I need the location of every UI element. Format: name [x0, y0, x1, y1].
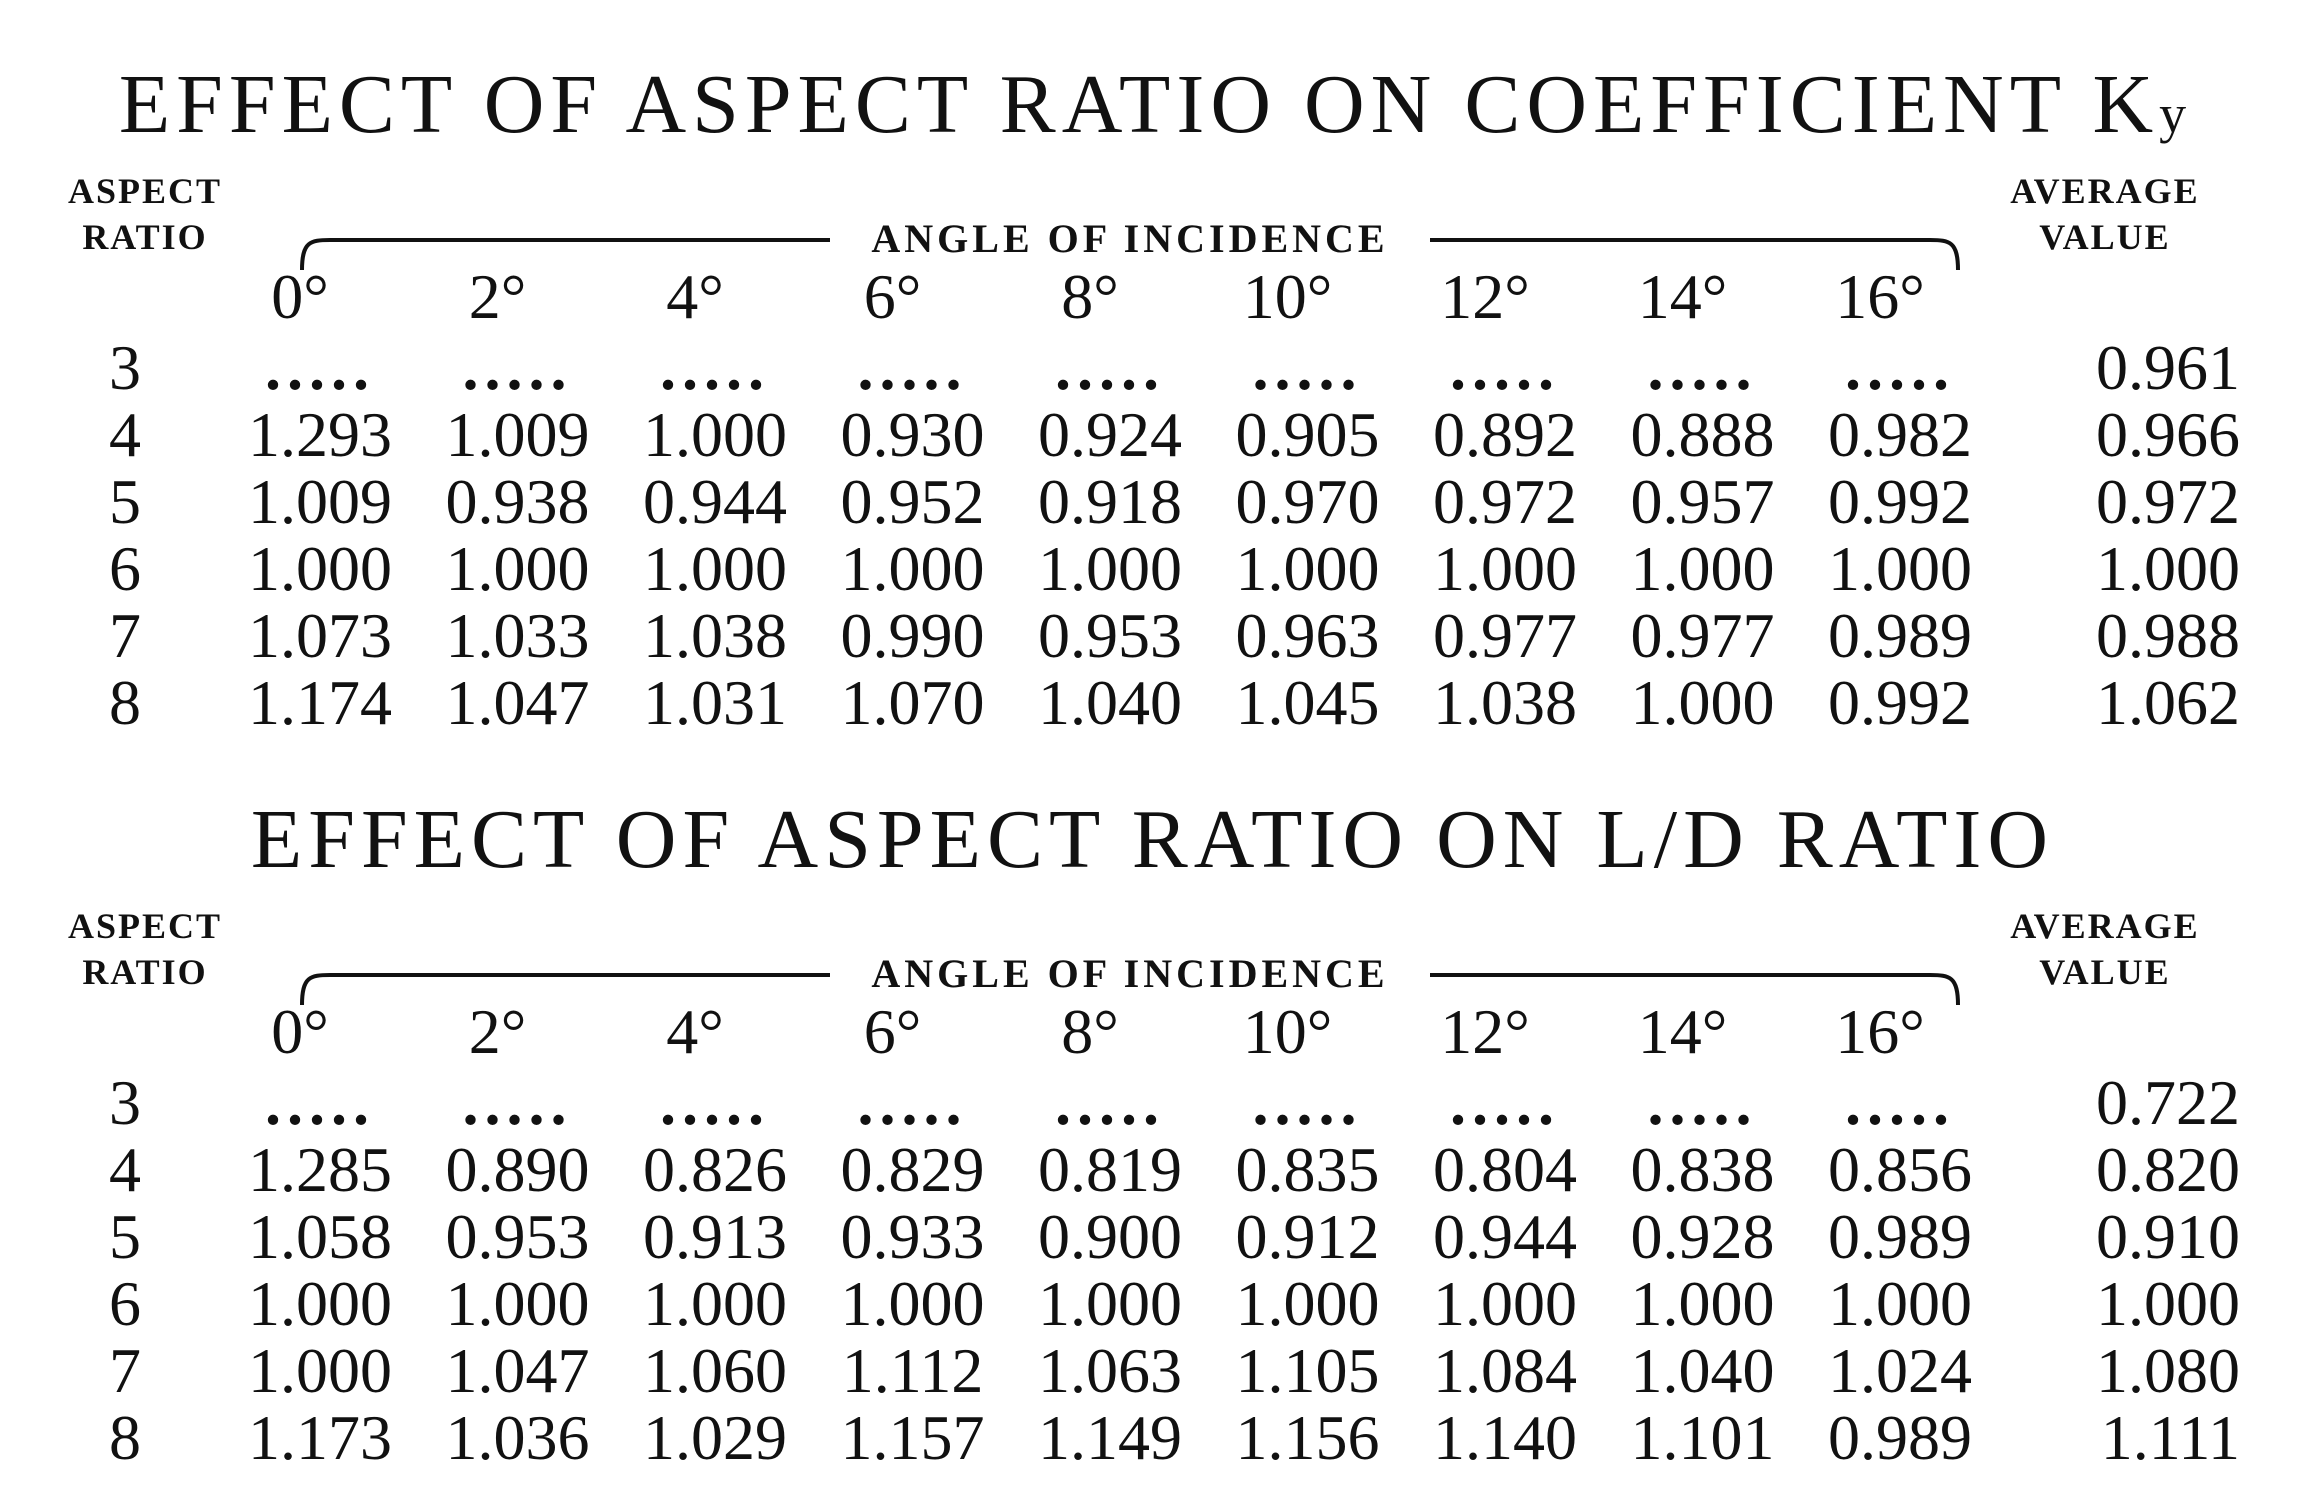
value-cell: 1.101 — [1630, 1402, 1775, 1473]
value-cell: ..... — [857, 1067, 968, 1138]
aspect-ratio-cell: 4 — [109, 1134, 141, 1205]
value-cell: 0.992 — [1828, 466, 1972, 537]
value-cell: 0.924 — [1038, 399, 1182, 470]
value-cell: 0.938 — [445, 466, 590, 537]
angle-header-cell: 0° — [271, 996, 329, 1067]
value-cell: ..... — [1450, 1067, 1560, 1138]
value-cell: 1.033 — [445, 600, 590, 671]
value-cell: 1.000 — [1828, 1268, 1972, 1339]
table-row — [0, 600, 2305, 671]
value-cell: 0.970 — [1235, 466, 1380, 537]
value-cell: 1.000 — [1235, 1268, 1380, 1339]
table-row — [0, 1402, 2305, 1473]
average-value-cell: 1.062 — [2096, 667, 2240, 738]
value-cell: 1.000 — [1630, 667, 1775, 738]
value-cell: 1.009 — [248, 466, 392, 537]
value-cell: 0.933 — [840, 1201, 985, 1272]
value-cell: 1.174 — [248, 667, 392, 738]
value-cell: 0.944 — [643, 466, 787, 537]
value-cell: 1.009 — [445, 399, 590, 470]
value-cell: ..... — [1055, 332, 1165, 403]
value-cell: ..... — [660, 1067, 770, 1138]
angle-header-cell: 0° — [271, 261, 329, 332]
value-cell: 0.905 — [1235, 399, 1380, 470]
value-cell: 0.989 — [1828, 1402, 1972, 1473]
angle-header-cell: 2° — [468, 996, 527, 1067]
aspect-ratio-cell: 8 — [109, 667, 141, 738]
value-cell: 0.944 — [1433, 1201, 1577, 1272]
value-cell: ..... — [265, 1067, 375, 1138]
angle-of-incidence-header: ANGLE OF INCIDENCE — [830, 951, 1430, 997]
value-cell: 1.040 — [1630, 1335, 1775, 1406]
value-cell: ..... — [1647, 332, 1758, 403]
value-cell: 1.000 — [1433, 1268, 1577, 1339]
aspect-ratio-cell: 3 — [109, 1067, 141, 1138]
average-value-cell: 1.080 — [2096, 1335, 2240, 1406]
average-value-header: AVERAGE VALUE — [2010, 171, 2200, 257]
aspect-ratio-header: ASPECT RATIO — [67, 906, 223, 992]
value-cell: 0.990 — [840, 600, 985, 671]
value-cell: 1.105 — [1235, 1335, 1380, 1406]
value-cell: 1.000 — [1630, 1268, 1775, 1339]
value-cell: 0.930 — [840, 399, 985, 470]
table-title-text: EFFECT OF ASPECT RATIO ON L/D RATIO — [250, 793, 2055, 886]
value-cell: 0.856 — [1828, 1134, 1972, 1205]
value-cell: 0.900 — [1038, 1201, 1182, 1272]
average-value-cell: 0.820 — [2096, 1134, 2240, 1205]
aspect-ratio-cell: 6 — [109, 1268, 141, 1339]
value-cell: 0.913 — [643, 1201, 787, 1272]
angle-header-cell: 14° — [1637, 996, 1728, 1067]
aspect-ratio-cell: 8 — [109, 1402, 141, 1473]
value-cell: 1.285 — [248, 1134, 392, 1205]
angle-header-cell: 6° — [863, 261, 922, 332]
value-cell: 0.819 — [1038, 1134, 1182, 1205]
value-cell: 1.000 — [445, 1268, 590, 1339]
average-value-cell: 1.000 — [2096, 533, 2240, 604]
value-cell: 1.000 — [1038, 533, 1182, 604]
value-cell: 1.000 — [643, 533, 787, 604]
value-cell: 1.000 — [840, 533, 985, 604]
value-cell: 1.293 — [248, 399, 392, 470]
value-cell: 1.047 — [445, 667, 590, 738]
value-cell: 1.040 — [1038, 667, 1182, 738]
value-cell: 1.000 — [643, 1268, 787, 1339]
value-cell: ..... — [1647, 1067, 1758, 1138]
value-cell: 0.963 — [1235, 600, 1380, 671]
value-cell: 0.928 — [1630, 1201, 1775, 1272]
value-cell: ..... — [1252, 332, 1363, 403]
value-cell: 1.000 — [840, 1268, 985, 1339]
value-cell: 0.989 — [1828, 600, 1972, 671]
aspect-ratio-header: ASPECT RATIO — [67, 171, 223, 257]
value-cell: 0.804 — [1433, 1134, 1577, 1205]
average-value-cell: 1.111 — [2100, 1402, 2240, 1473]
table-row — [0, 1201, 2305, 1272]
aspect-ratio-cell: 7 — [109, 600, 141, 671]
table-title — [0, 785, 2305, 895]
table-row — [0, 1335, 2305, 1406]
value-cell: 1.149 — [1038, 1402, 1182, 1473]
value-cell: 1.045 — [1235, 667, 1380, 738]
value-cell: ..... — [1055, 1067, 1165, 1138]
aspect-ratio-cell: 5 — [109, 1201, 141, 1272]
angle-header-cell: 8° — [1061, 261, 1119, 332]
value-cell: 0.826 — [643, 1134, 787, 1205]
aspect-ratio-cell: 7 — [109, 1335, 141, 1406]
average-value-cell: 0.961 — [2096, 332, 2240, 403]
value-cell: 1.073 — [248, 600, 392, 671]
aspect-ratio-cell: 4 — [109, 399, 141, 470]
average-value-header: AVERAGE VALUE — [2010, 906, 2200, 992]
average-value-cell: 0.722 — [2096, 1067, 2240, 1138]
value-cell: 0.918 — [1038, 466, 1182, 537]
angle-header-cell: 2° — [468, 261, 527, 332]
value-cell: 1.024 — [1828, 1335, 1972, 1406]
value-cell: 1.029 — [643, 1402, 787, 1473]
value-cell: ..... — [660, 332, 770, 403]
value-cell: 1.000 — [445, 533, 590, 604]
value-cell: 1.036 — [445, 1402, 590, 1473]
angle-of-incidence-header: ANGLE OF INCIDENCE — [830, 216, 1430, 262]
table-title — [0, 50, 2305, 160]
value-cell: 1.140 — [1433, 1402, 1577, 1473]
value-cell: 0.835 — [1235, 1134, 1380, 1205]
value-cell: 1.000 — [1828, 533, 1972, 604]
table-row — [0, 1268, 2305, 1339]
average-value-cell: 0.910 — [2096, 1201, 2240, 1272]
value-cell: ..... — [1252, 1067, 1363, 1138]
angle-header-cell: 4° — [666, 261, 724, 332]
value-cell: 1.058 — [248, 1201, 392, 1272]
table-row — [0, 399, 2305, 470]
aspect-ratio-cell: 3 — [109, 332, 141, 403]
value-cell: 0.957 — [1630, 466, 1775, 537]
value-cell: 1.047 — [445, 1335, 590, 1406]
value-cell: 0.977 — [1630, 600, 1775, 671]
value-cell: 1.112 — [841, 1335, 984, 1406]
value-cell: 1.156 — [1235, 1402, 1380, 1473]
table-title-subscript: y — [2159, 84, 2187, 144]
value-cell: 0.912 — [1235, 1201, 1380, 1272]
value-cell: ..... — [1450, 332, 1560, 403]
value-cell: ..... — [1845, 332, 1955, 403]
value-cell: 1.000 — [643, 399, 787, 470]
value-cell: 1.063 — [1038, 1335, 1182, 1406]
value-cell: 0.972 — [1433, 466, 1577, 537]
value-cell: 0.953 — [1038, 600, 1182, 671]
value-cell: 1.031 — [643, 667, 787, 738]
value-cell: 1.070 — [840, 667, 985, 738]
value-cell: ..... — [462, 1067, 573, 1138]
angle-header-cell: 6° — [863, 996, 922, 1067]
table-row — [0, 466, 2305, 537]
aspect-ratio-cell: 6 — [109, 533, 141, 604]
value-cell: 0.888 — [1630, 399, 1775, 470]
value-cell: 1.000 — [1630, 533, 1775, 604]
angle-header-cell: 8° — [1061, 996, 1119, 1067]
table-row — [0, 667, 2305, 738]
value-cell: 1.000 — [248, 533, 392, 604]
angle-header-cell: 10° — [1242, 996, 1333, 1067]
value-cell: 1.173 — [248, 1402, 392, 1473]
value-cell: 0.829 — [840, 1134, 985, 1205]
value-cell: 0.982 — [1828, 399, 1972, 470]
value-cell: 0.838 — [1630, 1134, 1775, 1205]
table-row — [0, 332, 2305, 403]
average-value-cell: 1.000 — [2096, 1268, 2240, 1339]
value-cell: 1.000 — [248, 1268, 392, 1339]
table-row — [0, 533, 2305, 604]
angle-header-cell: 4° — [666, 996, 724, 1067]
angle-header-cell: 10° — [1242, 261, 1333, 332]
aspect-ratio-cell: 5 — [109, 466, 141, 537]
table-row — [0, 1067, 2305, 1138]
average-value-cell: 0.966 — [2096, 399, 2240, 470]
average-value-cell: 0.988 — [2096, 600, 2240, 671]
angle-header-cell: 12° — [1440, 996, 1530, 1067]
value-cell: 1.060 — [643, 1335, 787, 1406]
table-row — [0, 1134, 2305, 1205]
value-cell: 0.952 — [840, 466, 985, 537]
average-value-cell: 0.972 — [2096, 466, 2240, 537]
value-cell: 1.038 — [1433, 667, 1577, 738]
angle-header-cell: 14° — [1637, 261, 1728, 332]
value-cell: 1.000 — [248, 1335, 392, 1406]
value-cell: ..... — [1845, 1067, 1955, 1138]
value-cell: ..... — [265, 332, 375, 403]
value-cell: 1.000 — [1038, 1268, 1182, 1339]
table-title-text: EFFECT OF ASPECT RATIO ON COEFFICIENT K — [118, 58, 2160, 151]
value-cell: 1.084 — [1433, 1335, 1577, 1406]
value-cell: ..... — [857, 332, 968, 403]
value-cell: 0.977 — [1433, 600, 1577, 671]
value-cell: 0.992 — [1828, 667, 1972, 738]
value-cell: 0.890 — [445, 1134, 590, 1205]
angle-header-cell: 16° — [1835, 261, 1925, 332]
value-cell: 0.892 — [1433, 399, 1577, 470]
angle-header-cell: 12° — [1440, 261, 1530, 332]
value-cell: 1.000 — [1433, 533, 1577, 604]
value-cell: 1.000 — [1235, 533, 1380, 604]
value-cell: 0.953 — [445, 1201, 590, 1272]
value-cell: ..... — [462, 332, 573, 403]
angle-header-cell: 16° — [1835, 996, 1925, 1067]
value-cell: 1.157 — [840, 1402, 985, 1473]
value-cell: 0.989 — [1828, 1201, 1972, 1272]
value-cell: 1.038 — [643, 600, 787, 671]
